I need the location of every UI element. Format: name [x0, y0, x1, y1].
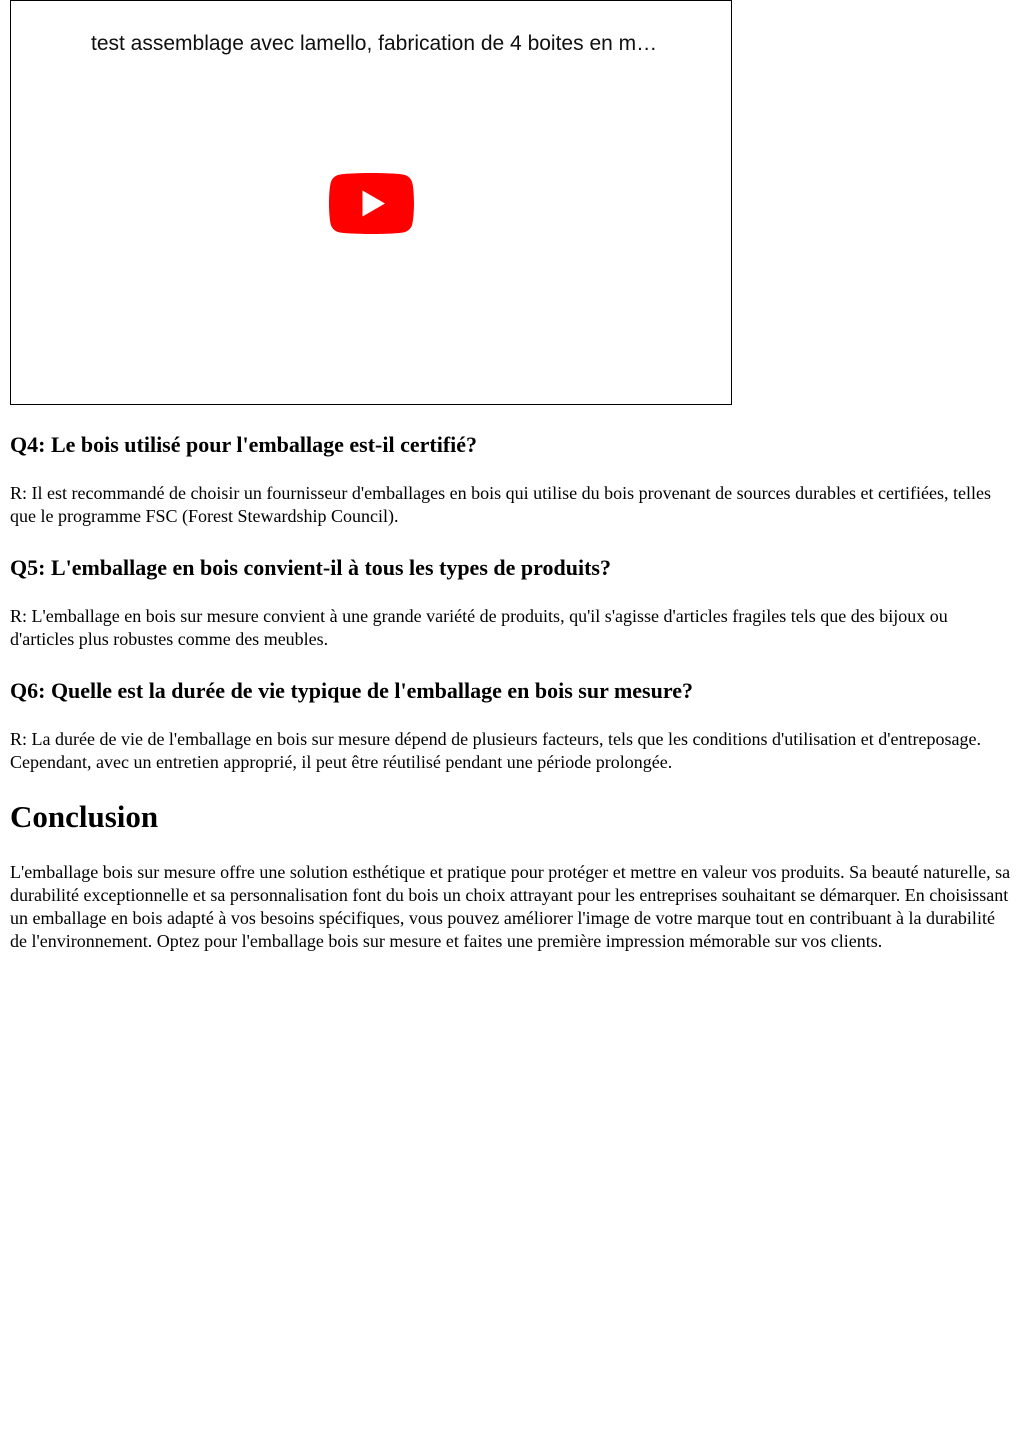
faq-answer-q5: R: L'emballage en bois sur mesure convient à une grande variété de produits, qu'il s'agisse d'articles fragiles tels que des bijoux ou d'articles plus robustes comme des meubles.	[10, 606, 948, 649]
faq-question-q5: Q5: L'emballage en bois convient-il à tous les types de produits?	[10, 555, 611, 580]
play-button[interactable]	[328, 173, 415, 234]
faq-question-q4: Q4: Le bois utilisé pour l'emballage est-il certifié?	[10, 432, 478, 457]
youtube-video-embed[interactable]	[10, 0, 732, 405]
faq-answer-q6: R: La durée de vie de l'emballage en bois sur mesure dépend de plusieurs facteurs, tels que les conditions d'utilisation et d'entreposage. Cependant, avec un entretien approprié, il peut être réutilisé pendant une période prolongée.	[10, 729, 981, 772]
article-content	[10, 0, 1014, 951]
faq-question-q6: Q6: Quelle est la durée de vie typique de l'emballage en bois sur mesure?	[10, 678, 693, 703]
video-title[interactable]: test assemblage avec lamello, fabrication de 4 boites en m…	[91, 32, 658, 55]
conclusion-paragraph: L'emballage bois sur mesure offre une solution esthétique et pratique pour protéger et mettre en valeur vos produits. Sa beauté naturelle, sa durabilité exceptionnelle et sa personnalisation font du bois un choix attrayant pour les entreprises souhaitant se démarquer. En choisissant un emballage en bois adapté à vos besoins spécifiques, vous pouvez améliorer l'image de votre marque tout en contribuant à la durabilité de l'environnement. Optez pour l'emballage bois sur mesure et faites une première impression mémorable sur vos clients.	[10, 862, 1011, 951]
youtube-play-icon	[328, 173, 415, 234]
faq-answer-q4: R: Il est recommandé de choisir un fournisseur d'emballages en bois qui utilise du bois provenant de sources durables et certifiées, telles que le programme FSC (Forest Stewardship Council).	[10, 483, 991, 526]
conclusion-heading: Conclusion	[10, 799, 159, 834]
